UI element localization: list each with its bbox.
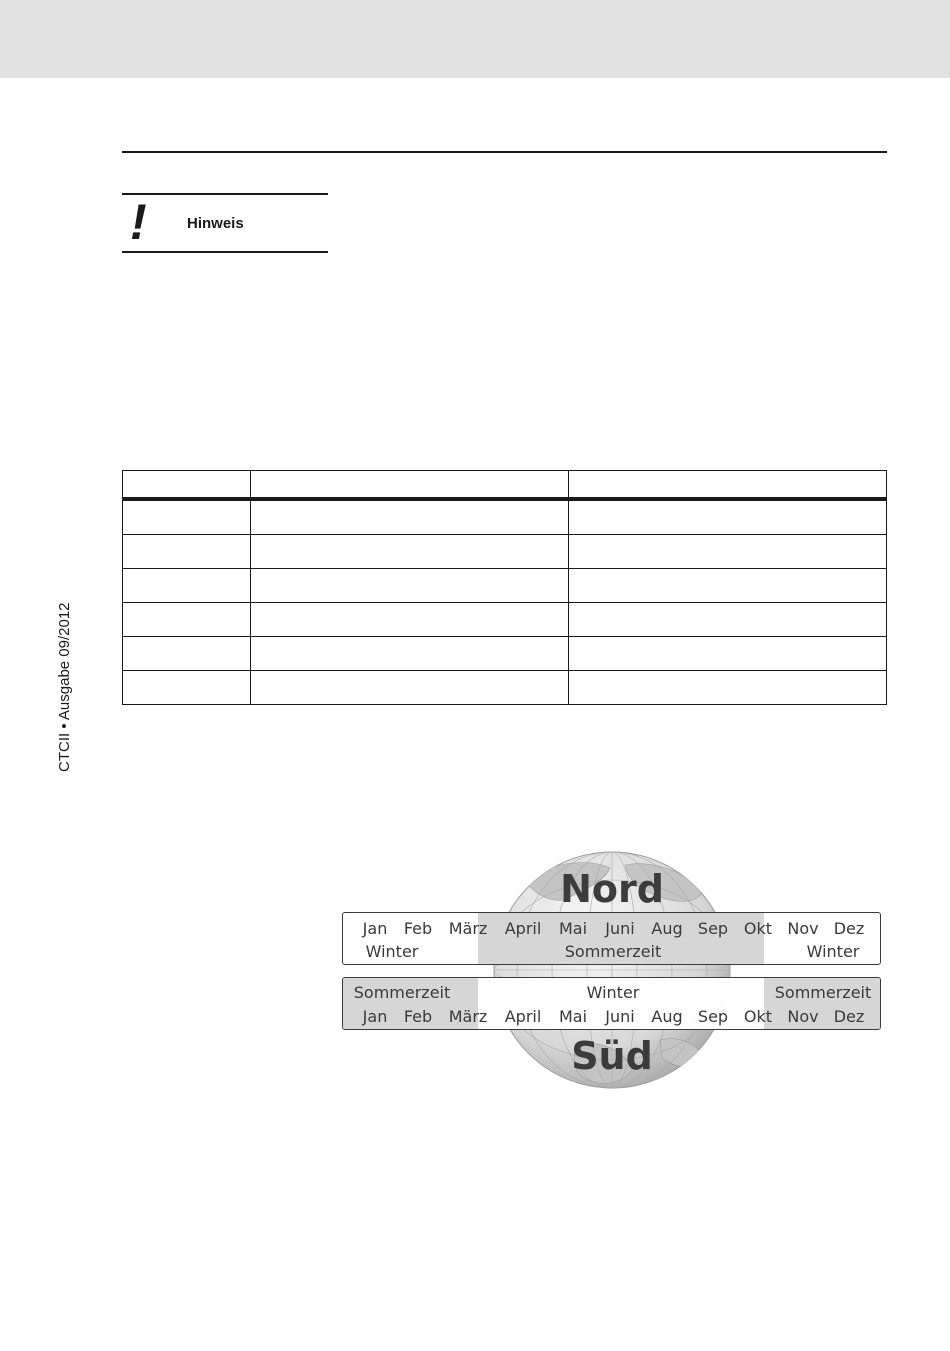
month-label: Aug — [651, 919, 683, 938]
month-label: Dez — [833, 1007, 865, 1026]
table-cell — [123, 535, 251, 569]
month-label: April — [504, 1007, 542, 1026]
table-header-row — [123, 471, 887, 500]
table-cell — [568, 569, 886, 603]
table-row — [123, 499, 887, 535]
settings-table — [122, 470, 887, 705]
month-label: Feb — [403, 1007, 433, 1026]
section-rule — [122, 151, 887, 153]
season-label: Winter — [365, 942, 419, 961]
table-cell — [123, 499, 251, 535]
north-label: Nord — [560, 867, 664, 911]
north-season-band — [342, 912, 881, 965]
month-label: Nov — [787, 1007, 819, 1026]
table-row — [123, 637, 887, 671]
note-box — [122, 193, 328, 253]
table-header-cell — [568, 471, 886, 500]
season-label: Sommerzeit — [353, 983, 451, 1002]
month-label: Juni — [605, 919, 635, 938]
month-label: Mai — [558, 1007, 588, 1026]
edition-label: CTCII • Ausgabe 09/2012 — [56, 602, 73, 772]
table-cell — [250, 637, 568, 671]
header-band — [0, 0, 950, 78]
table-cell — [123, 637, 251, 671]
month-label: Mai — [558, 919, 588, 938]
month-label: April — [504, 919, 542, 938]
table-cell — [250, 603, 568, 637]
season-label: Sommerzeit — [564, 942, 662, 961]
daylight-saving-figure — [340, 840, 885, 1102]
table-cell — [250, 671, 568, 705]
month-label: März — [448, 1007, 488, 1026]
month-label: Feb — [403, 919, 433, 938]
south-label: Süd — [571, 1034, 653, 1078]
season-label: Winter — [586, 983, 640, 1002]
table-cell — [568, 671, 886, 705]
month-label: Jan — [362, 1007, 388, 1026]
table-cell — [568, 637, 886, 671]
month-label: Sep — [697, 919, 729, 938]
table-row — [123, 569, 887, 603]
exclamation-icon: ! — [130, 194, 147, 250]
month-label: Jan — [362, 919, 388, 938]
note-label: Hinweis — [187, 215, 244, 232]
month-label: Nov — [787, 919, 819, 938]
table-cell — [250, 569, 568, 603]
table-cell — [250, 535, 568, 569]
month-label: Juni — [605, 1007, 635, 1026]
season-label: Winter — [806, 942, 860, 961]
month-label: Okt — [743, 919, 773, 938]
table-cell — [568, 535, 886, 569]
month-label: Sep — [697, 1007, 729, 1026]
table-row — [123, 603, 887, 637]
table-header-cell — [250, 471, 568, 500]
month-label: Okt — [743, 1007, 773, 1026]
table-cell — [568, 499, 886, 535]
table-cell — [123, 569, 251, 603]
month-label: Aug — [651, 1007, 683, 1026]
table-row — [123, 671, 887, 705]
table-cell — [123, 603, 251, 637]
table-header-cell — [123, 471, 251, 500]
month-label: März — [448, 919, 488, 938]
table-cell — [123, 671, 251, 705]
table-cell — [250, 499, 568, 535]
month-label: Dez — [833, 919, 865, 938]
south-season-band — [342, 977, 881, 1030]
season-label: Sommerzeit — [774, 983, 872, 1002]
table-cell — [568, 603, 886, 637]
table-row — [123, 535, 887, 569]
